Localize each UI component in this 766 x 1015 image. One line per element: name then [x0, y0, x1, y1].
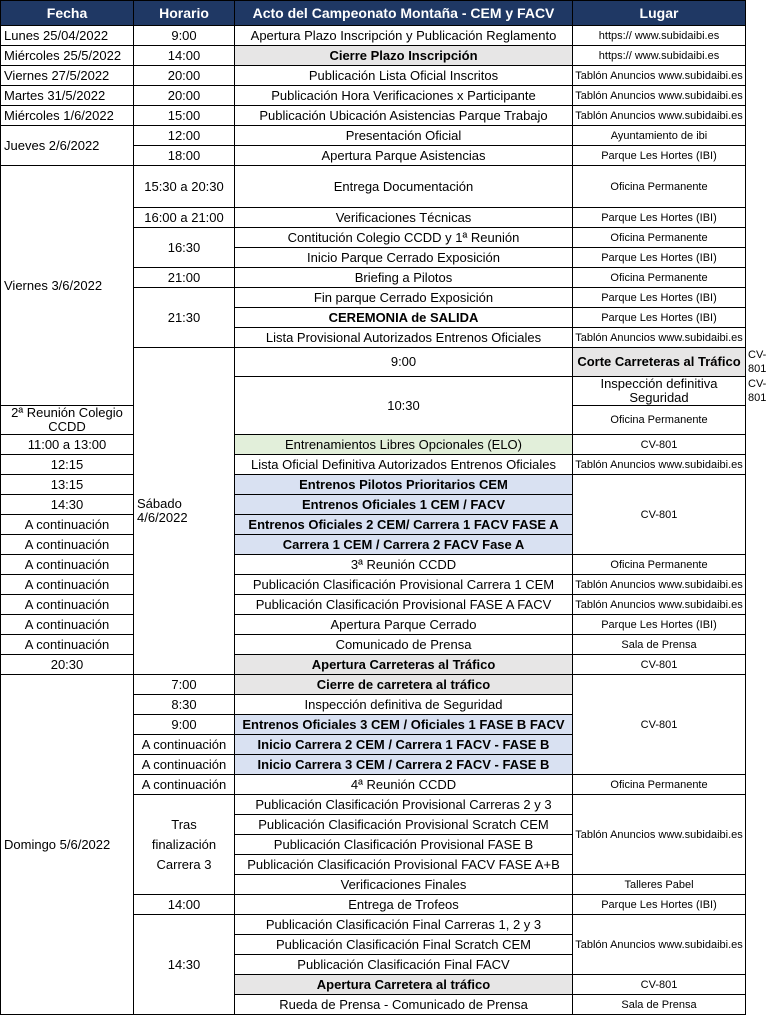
event-cell: Fin parque Cerrado Exposición: [235, 288, 573, 308]
event-cell: Verificaciones Finales: [235, 875, 573, 895]
time-cell: A continuación: [134, 755, 235, 775]
place-cell: CV-801: [573, 675, 746, 775]
event-cell: 2ª Reunión Colegio CCDD: [1, 406, 134, 435]
event-cell: Publicación Clasificación Provisional Carrera 1 CEM: [235, 575, 573, 595]
time-cell: 16:00 a 21:00: [134, 208, 235, 228]
place-cell: Tablón Anuncios www.subidaibi.es: [573, 575, 746, 595]
place-cell: Oficina Permanente: [573, 228, 746, 248]
date-cell: Martes 31/5/2022: [1, 86, 134, 106]
time-line: Tras: [171, 816, 197, 832]
place-cell: Parque Les Hortes (IBI): [573, 146, 746, 166]
table-row: [1, 555, 746, 575]
event-cell: Apertura Parque Cerrado: [235, 615, 573, 635]
place-cell: Sala de Prensa: [573, 995, 746, 1015]
time-line: finalización: [151, 836, 217, 852]
table-row: [1, 126, 746, 146]
table-row: [1, 575, 746, 595]
event-cell: Presentación Oficial: [235, 126, 573, 146]
table-row: [1, 635, 746, 655]
header-acto: Acto del Campeonato Montaña - CEM y FACV: [235, 1, 573, 26]
time-cell: 20:00: [134, 66, 235, 86]
date-cell: Miércoles 1/6/2022: [1, 106, 134, 126]
event-cell: CEREMONIA de SALIDA: [235, 308, 573, 328]
event-cell: Publicación Clasificación Provisional Carreras 2 y 3: [235, 795, 573, 815]
event-cell: Publicación Clasificación Provisional FASE B: [235, 835, 573, 855]
table-row: [1, 615, 746, 635]
place-cell: CV-801: [573, 475, 746, 555]
table-row: [1, 26, 746, 46]
event-cell: Publicación Lista Oficial Inscritos: [235, 66, 573, 86]
event-cell: Verificaciones Técnicas: [235, 208, 573, 228]
place-cell: CV-801: [573, 435, 746, 455]
time-cell: 12:15: [1, 455, 134, 475]
time-cell: A continuación: [134, 735, 235, 755]
header-horario: Horario: [134, 1, 235, 26]
time-cell: A continuación: [1, 635, 134, 655]
time-cell: 21:00: [134, 268, 235, 288]
table-row: [1, 455, 746, 475]
time-cell: 13:15: [1, 475, 134, 495]
time-cell: 15:00: [134, 106, 235, 126]
event-cell: Publicación Clasificación Provisional FACV FASE A+B: [235, 855, 573, 875]
event-cell: Contitución Colegio CCDD y 1ª Reunión: [235, 228, 573, 248]
time-cell: [134, 795, 235, 895]
time-cell: A continuación: [1, 515, 134, 535]
place-cell: Parque Les Hortes (IBI): [573, 208, 746, 228]
place-cell: Oficina Permanente: [573, 406, 746, 435]
time-cell: 14:30: [1, 495, 134, 515]
place-cell: Tablón Anuncios www.subidaibi.es: [573, 455, 746, 475]
event-cell: Entrenos Oficiales 1 CEM / FACV: [235, 495, 573, 515]
event-cell: Apertura Plazo Inscripción y Publicación Reglamento: [235, 26, 573, 46]
table-row: [1, 66, 746, 86]
event-cell: Inspección definitiva Seguridad: [573, 377, 746, 406]
event-cell: Entrega Documentación: [235, 166, 573, 208]
place-cell: Tablón Anuncios www.subidaibi.es: [573, 915, 746, 975]
table-row: [1, 675, 746, 695]
time-cell: 20:30: [1, 655, 134, 675]
header-lugar: Lugar: [573, 1, 746, 26]
table-row: [1, 435, 746, 455]
table-row: [1, 475, 746, 495]
event-cell: Entrenos Pilotos Prioritarios CEM: [235, 475, 573, 495]
table-row: [1, 86, 746, 106]
date-cell: Jueves 2/6/2022: [1, 126, 134, 166]
event-cell: Entrenos Oficiales 3 CEM / Oficiales 1 FASE B FACV: [235, 715, 573, 735]
place-cell: Tablón Anuncios www.subidaibi.es: [573, 106, 746, 126]
event-cell: Publicación Hora Verificaciones x Participante: [235, 86, 573, 106]
time-cell: 7:00: [134, 675, 235, 695]
event-cell: Apertura Carretera al tráfico: [235, 975, 573, 995]
place-cell: Parque Les Hortes (IBI): [573, 895, 746, 915]
event-cell: Publicación Ubicación Asistencias Parque Trabajo: [235, 106, 573, 126]
event-cell: Rueda de Prensa - Comunicado de Prensa: [235, 995, 573, 1015]
event-cell: 3ª Reunión CCDD: [235, 555, 573, 575]
place-cell: Parque Les Hortes (IBI): [573, 248, 746, 268]
time-cell: 15:30 a 20:30: [134, 166, 235, 208]
header-row: [1, 1, 746, 26]
time-cell: 20:00: [134, 86, 235, 106]
time-cell: 12:00: [134, 126, 235, 146]
time-cell: 10:30: [235, 377, 573, 435]
place-cell: Tablón Anuncios www.subidaibi.es: [573, 795, 746, 875]
place-cell: Tablón Anuncios www.subidaibi.es: [573, 595, 746, 615]
time-cell: 9:00: [235, 348, 573, 377]
event-cell: Corte Carreteras al Tráfico: [573, 348, 746, 377]
place-cell: https:// www.subidaibi.es: [573, 46, 746, 66]
place-cell: Parque Les Hortes (IBI): [573, 615, 746, 635]
table-row: 10:30 Inspección definitiva Seguridad CV-801: [1, 377, 746, 406]
event-cell: Apertura Parque Asistencias: [235, 146, 573, 166]
date-cell: Viernes 27/5/2022: [1, 66, 134, 86]
event-cell: Lista Provisional Autorizados Entrenos Oficiales: [235, 328, 573, 348]
date-cell: Sábado 4/6/2022: [134, 348, 235, 675]
time-cell: A continuación: [1, 535, 134, 555]
event-cell: Carrera 1 CEM / Carrera 2 FACV Fase A: [235, 535, 573, 555]
event-cell: Comunicado de Prensa: [235, 635, 573, 655]
header-fecha: Fecha: [1, 1, 134, 26]
date-cell: Miércoles 25/5/2022: [1, 46, 134, 66]
place-cell: Tablón Anuncios www.subidaibi.es: [573, 328, 746, 348]
table-row: [1, 166, 746, 208]
event-cell: Publicación Clasificación Final Scratch CEM: [235, 935, 573, 955]
event-cell: Briefing a Pilotos: [235, 268, 573, 288]
time-cell: 9:00: [134, 715, 235, 735]
place-cell: Parque Les Hortes (IBI): [573, 288, 746, 308]
time-cell: 21:30: [134, 288, 235, 348]
time-cell: A continuación: [1, 595, 134, 615]
table-row: [1, 106, 746, 126]
time-cell: 14:00: [134, 46, 235, 66]
time-cell: 14:30: [134, 915, 235, 1015]
table-row: [1, 46, 746, 66]
place-cell: Oficina Permanente: [573, 775, 746, 795]
time-cell: A continuación: [1, 575, 134, 595]
event-cell: Apertura Carreteras al Tráfico: [235, 655, 573, 675]
event-cell: Publicación Clasificación Provisional FASE A FACV: [235, 595, 573, 615]
time-line: Carrera 3: [156, 856, 212, 872]
time-cell: 8:30: [134, 695, 235, 715]
time-cell: A continuación: [1, 555, 134, 575]
date-cell: Domingo 5/6/2022: [1, 675, 134, 1015]
event-cell: 4ª Reunión CCDD: [235, 775, 573, 795]
event-cell: Entrenos Oficiales 2 CEM/ Carrera 1 FACV FASE A: [235, 515, 573, 535]
table-row: [1, 655, 746, 675]
event-cell: Entrega de Trofeos: [235, 895, 573, 915]
place-cell: CV-801: [573, 975, 746, 995]
place-cell: Talleres Pabel: [573, 875, 746, 895]
place-cell: Tablón Anuncios www.subidaibi.es: [573, 86, 746, 106]
time-cell: 14:00: [134, 895, 235, 915]
place-cell: Oficina Permanente: [573, 268, 746, 288]
time-cell: 9:00: [134, 26, 235, 46]
place-cell: Sala de Prensa: [573, 635, 746, 655]
place-cell: Oficina Permanente: [573, 166, 746, 208]
time-cell: A continuación: [1, 615, 134, 635]
event-cell: Cierre de carretera al tráfico: [235, 675, 573, 695]
table-row: Sábado 4/6/2022 9:00 Corte Carreteras al Tráfico CV-801: [1, 348, 746, 377]
place-cell: CV-801: [573, 655, 746, 675]
event-cell: Publicación Clasificación Provisional Scratch CEM: [235, 815, 573, 835]
event-cell: Inicio Carrera 2 CEM / Carrera 1 FACV - FASE B: [235, 735, 573, 755]
date-cell: Viernes 3/6/2022: [1, 166, 134, 406]
place-cell: Parque Les Hortes (IBI): [573, 308, 746, 328]
event-cell: Lista Oficial Definitiva Autorizados Entrenos Oficiales: [235, 455, 573, 475]
place-cell: Tablón Anuncios www.subidaibi.es: [573, 66, 746, 86]
event-cell: Cierre Plazo Inscripción: [235, 46, 573, 66]
place-cell: https:// www.subidaibi.es: [573, 26, 746, 46]
event-cell: Inicio Parque Cerrado Exposición: [235, 248, 573, 268]
place-cell: Ayuntamiento de ibi: [573, 126, 746, 146]
event-cell: Inspección definitiva de Seguridad: [235, 695, 573, 715]
time-cell: 16:30: [134, 228, 235, 268]
event-cell: Publicación Clasificación Final Carreras 1, 2 y 3: [235, 915, 573, 935]
time-cell: 18:00: [134, 146, 235, 166]
event-cell: Publicación Clasificación Final FACV: [235, 955, 573, 975]
event-cell: Entrenamientos Libres Opcionales (ELO): [235, 435, 573, 455]
time-cell: A continuación: [134, 775, 235, 795]
table-row: [1, 595, 746, 615]
event-cell: Inicio Carrera 3 CEM / Carrera 2 FACV - FASE B: [235, 755, 573, 775]
date-cell: Lunes 25/04/2022: [1, 26, 134, 46]
time-cell: 11:00 a 13:00: [1, 435, 134, 455]
place-cell: Oficina Permanente: [573, 555, 746, 575]
